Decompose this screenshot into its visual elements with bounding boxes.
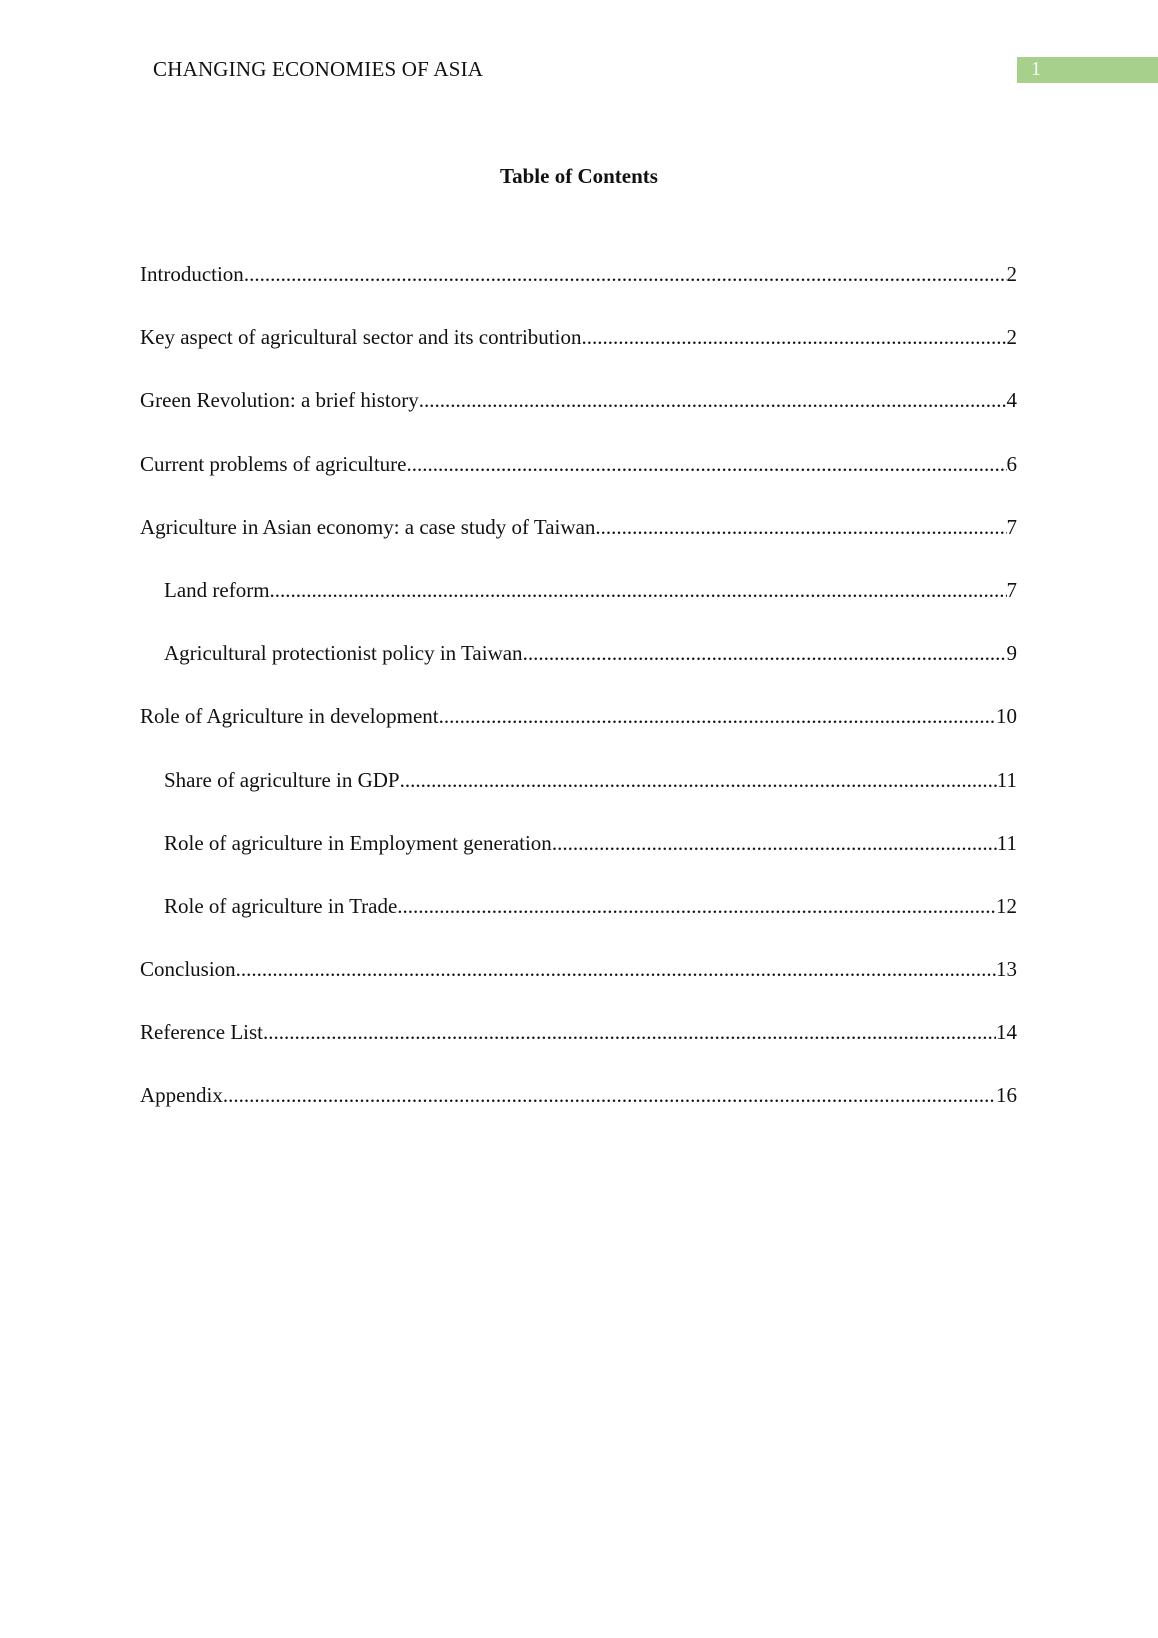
toc-entry-page: 13 <box>996 957 1017 982</box>
leader-dots <box>244 262 1007 287</box>
leader-dots <box>419 388 1007 413</box>
toc-entry[interactable] <box>140 831 1017 894</box>
toc-entry-label: Agriculture in Asian economy: a case study of Taiwan <box>140 514 596 539</box>
leader-dots <box>223 1083 996 1108</box>
toc-entry[interactable] <box>140 452 1017 515</box>
toc-entry[interactable] <box>140 578 1017 641</box>
toc-entry-page: 16 <box>996 1083 1017 1108</box>
toc-entry[interactable] <box>140 704 1017 767</box>
toc-entry-page: 14 <box>996 1020 1017 1045</box>
leader-dots <box>595 515 1006 540</box>
toc-entry-page: 6 <box>1006 451 1017 476</box>
toc-entry[interactable] <box>140 957 1017 1020</box>
toc-entry-label: Current problems of agriculture <box>140 451 407 476</box>
toc-entry-label: Role of Agriculture in development <box>140 704 439 729</box>
leader-dots <box>439 704 996 729</box>
toc-entry[interactable] <box>140 1020 1017 1083</box>
toc-entry-page: 2 <box>1006 325 1017 350</box>
running-header-title: CHANGING ECONOMIES OF ASIA <box>153 57 484 81</box>
toc-entry-label: Conclusion <box>140 957 236 982</box>
toc-entry-label: Green Revolution: a brief history <box>140 388 419 413</box>
toc-entry-page: 12 <box>996 893 1017 918</box>
leader-dots <box>400 768 997 793</box>
toc-entry-page: 10 <box>996 704 1017 729</box>
toc-entry-page: 11 <box>996 767 1017 792</box>
toc-entry[interactable] <box>140 768 1017 831</box>
toc-entry[interactable] <box>140 262 1017 325</box>
leader-dots <box>397 894 996 919</box>
leader-dots <box>523 641 1007 666</box>
toc-entry-page: 4 <box>1006 388 1017 413</box>
toc-entry-label: Share of agriculture in GDP <box>164 767 400 792</box>
page-number: 1 <box>1031 58 1041 80</box>
leader-dots <box>263 1020 996 1045</box>
toc-entry-label: Introduction <box>140 262 244 286</box>
toc-entry[interactable] <box>140 894 1017 957</box>
toc-entry-page: 11 <box>996 830 1017 855</box>
leader-dots <box>581 325 1006 350</box>
toc-entry-label: Agricultural protectionist policy in Taiwan <box>164 641 523 666</box>
toc-entry-label: Role of agriculture in Trade <box>164 893 398 918</box>
toc-entry-page: 7 <box>1006 577 1017 602</box>
toc-entry[interactable] <box>140 325 1017 388</box>
toc-entry-page: 9 <box>1006 641 1017 666</box>
toc-entry-label: Key aspect of agricultural sector and its contribution <box>140 325 582 350</box>
toc-entry[interactable] <box>140 515 1017 578</box>
toc-entry-label: Appendix <box>140 1083 223 1108</box>
toc-entry[interactable] <box>140 388 1017 451</box>
toc-entry-page: 2 <box>1006 262 1017 286</box>
leader-dots <box>407 452 1007 477</box>
leader-dots <box>270 578 1007 603</box>
toc-title: Table of Contents <box>500 164 658 188</box>
toc-entry-label: Role of agriculture in Employment generation <box>164 830 552 855</box>
toc-entry-label: Land reform <box>164 577 270 602</box>
page-number-box <box>1017 57 1158 83</box>
leader-dots <box>236 957 996 982</box>
table-of-contents <box>140 262 1017 1147</box>
toc-entry-label: Reference List <box>140 1020 264 1045</box>
leader-dots <box>552 831 997 856</box>
toc-entry[interactable] <box>140 641 1017 704</box>
toc-entry[interactable] <box>140 1083 1017 1146</box>
toc-entry-page: 7 <box>1006 514 1017 539</box>
